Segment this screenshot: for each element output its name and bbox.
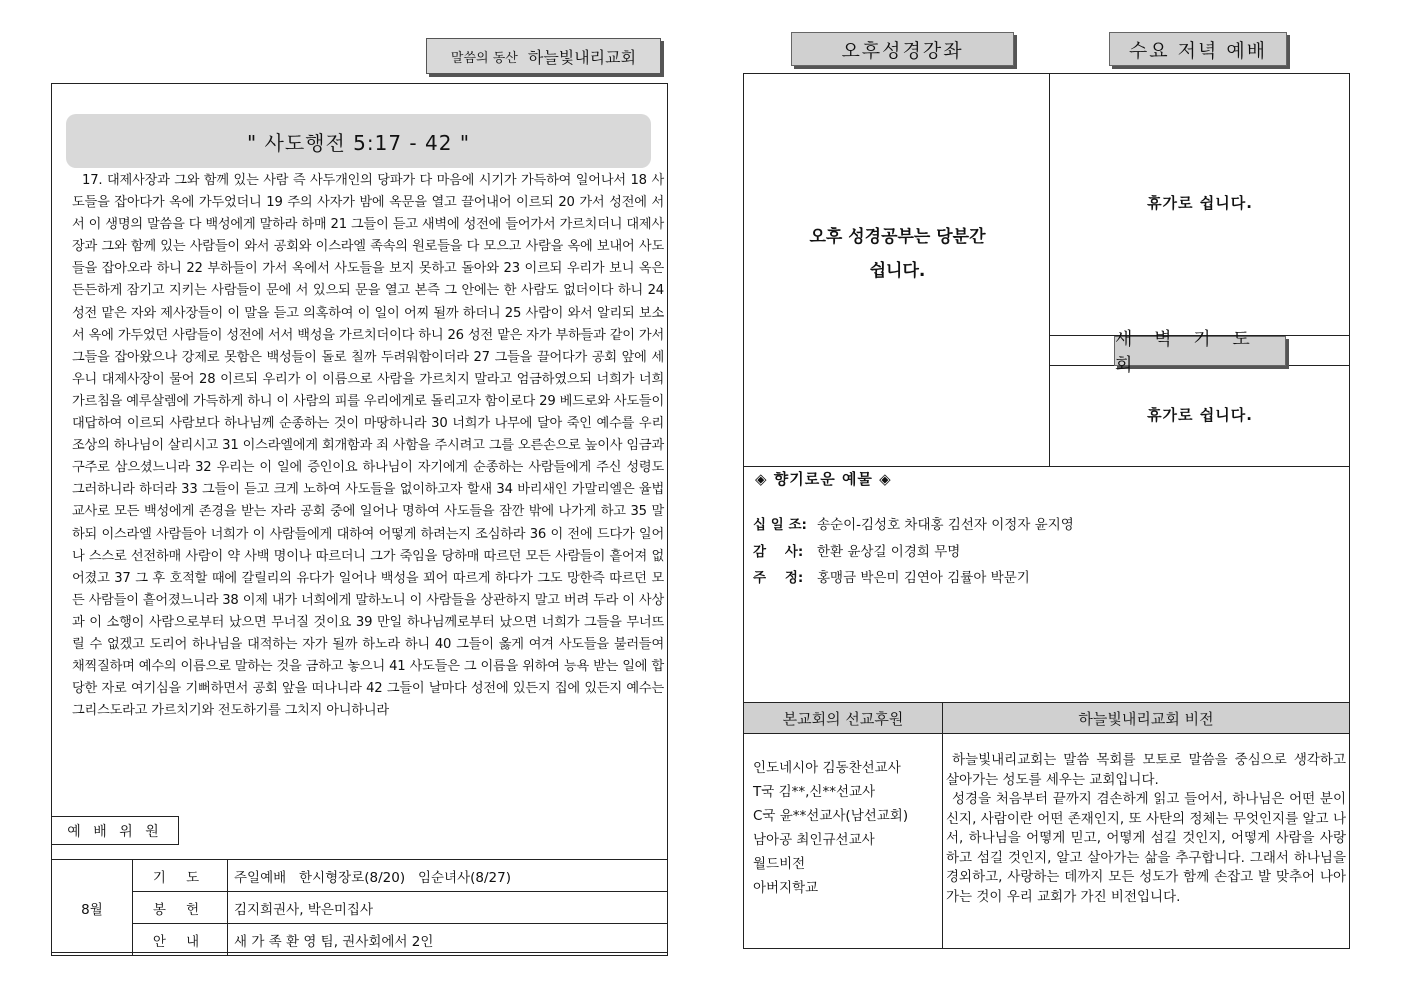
- worship-committee-table: [51, 859, 668, 956]
- list-item: 월드비전: [753, 856, 806, 872]
- church-name-tag: [426, 38, 661, 74]
- vision-title: 하늘빛내리교회 비전: [943, 702, 1349, 734]
- dawn-prayer-notice: 휴가로 쉽니다.: [1147, 406, 1253, 424]
- table-row: [52, 924, 668, 956]
- list-item: [753, 565, 1074, 592]
- offering-title: ◈ 향기로운 예물 ◈: [755, 470, 892, 488]
- wednesday-notice: 휴가로 쉽니다.: [1147, 194, 1253, 212]
- vision-paragraph: 성경을 처음부터 끝까지 겸손하게 읽고 들어서, 하나님은 어떤 분이신지, 사람이란 어떤 존재인지, 또 사탄의 정체는 무엇인지를 알고 나서, 하나님을 어떻게 믿고, 어떻게 섬길 것인지, 어떻게 사람을 사랑하고 섬길 것인지, 알고 살아가는 삶을 추구합니다. 그래서 하나님을 경외하고, 사랑하는 데까지 모든 성도가 함께 손잡고 발 맞추어 나아가는 것이 우리 교회가 가진 비전입니다.: [946, 791, 1346, 905]
- offering-names: 한환 윤상길 이경희 무명: [817, 543, 961, 560]
- list-item: 남아공 최인규선교사: [753, 832, 875, 848]
- list-item: 아버지학교: [753, 880, 819, 896]
- vision-paragraph: 하늘빛내리교회는 말씀 목회를 모토로 말씀을 중심으로 생각하고 살아가는 성도를 세우는 교회입니다.: [946, 752, 1346, 788]
- list-item: [753, 512, 1074, 539]
- table-row: [52, 892, 668, 924]
- church-name: 하늘빛내리교회: [527, 47, 637, 67]
- mission-title: 본교회의 선교후원: [744, 702, 942, 734]
- list-item: 인도네시아 김동찬선교사: [753, 760, 901, 776]
- value-cell: 김지희권사, 박은미집사: [228, 892, 668, 924]
- wednesday-service-title: 수요 저녁 예배: [1109, 32, 1287, 66]
- list-item: T국 김**,신**선교사: [753, 784, 876, 800]
- offering-names: 송순이-김성호 차대홍 김선자 이정자 윤지영: [817, 517, 1074, 533]
- mission-list: [753, 756, 908, 900]
- divider: [743, 466, 1350, 467]
- offering-label: 십 일 조:: [753, 517, 807, 533]
- notice-line: 쉽니다.: [869, 261, 926, 281]
- value-cell: 새 가 족 환 영 팀, 권사회에서 2인: [228, 924, 668, 956]
- worship-committee-label: 예 배 위 원: [51, 816, 179, 845]
- church-motto: 말씀의 동산: [450, 50, 518, 66]
- divider: [942, 702, 943, 949]
- month-cell: 8월: [52, 860, 133, 956]
- value-cell: 주일예배 한시형장로(8/20) 임순녀사(8/27): [228, 860, 668, 892]
- vision-text: [946, 751, 1346, 907]
- role-cell: 봉 헌: [133, 892, 228, 924]
- dawn-prayer-title: 새 벽 기 도 회: [1114, 336, 1286, 366]
- role-cell: 기 도: [133, 860, 228, 892]
- offering-label: 주 정:: [753, 570, 804, 586]
- offering-list: [753, 512, 1074, 592]
- sermon-title: " 사도행전 5:17 - 42 ": [66, 114, 651, 168]
- list-item: [753, 539, 1074, 566]
- role-cell: 안 내: [133, 924, 228, 956]
- table-row: [52, 860, 668, 892]
- afternoon-bible-title: 오후성경강좌: [791, 32, 1014, 66]
- afternoon-bible-notice: [760, 220, 1035, 288]
- list-item: C국 윤**선교사(남선교회): [753, 808, 909, 824]
- scripture-text: 17. 대제사장과 그와 함께 있는 사람 즉 사두개인의 당파가 다 마음에 시기가 가득하여 일어나서 18 사도들을 잡아다가 옥에 가두었더니 19 주의 사자가 밤에 옥문을 열고 끌어내어 이르되 20 가서 성전에 서서 이 생명의 말씀을 다 백성에게 말하라 하매 21 그들이 듣고 새벽에 성전에 들어가서 가르치더니 대제사장과 그와 함께 있는 사람들이 와서 공회와 이스라엘 족속의 원로들을 다 모으고 사람을 옥에 보내어 사도들을 잡아오라 하니 22 부하들이 가서 옥에서 사도들을 보지 못하고 돌아와 23 이르되 우리가 보니 옥은 든든하게 잠기고 지키는 사람들이 문에 서 있으되 문을 열고 본즉 그 안에는 한 사람도 없더이다 하니 24 성전 맡은 자와 제사장들이 이 말을 듣고 의혹하여 이 일이 어찌 될까 하더니 25 사람이 와서 알리되 보소서 옥에 가두었던 사람들이 성전에 서서 백성을 가르치더이다 하니 26 성전 맡은 자가 부하들과 같이 가서 그들을 잡아왔으나 강제로 못함은 백성들이 돌로 칠까 두려워함이더라 27 그들을 끌어다가 공회 앞에 세우니 대제사장이 물어 28 이르되 우리가 이 이름으로 사람을 가르치지 말라고 엄금하였으되 너희가 너희 가르침을 예루살렘에 가득하게 하니 이 사람의 피를 우리에게로 돌리고자 함이로다 29 베드로와 사도들이 대답하여 이르되 사람보다 하나님께 순종하는 것이 마땅하니라 30 너희가 나무에 달아 죽인 예수를 우리 조상의 하나님이 살리시고 31 이스라엘에게 회개함과 죄 사함을 주시려고 그를 오른손으로 높이사 임금과 구주로 삼으셨느니라 32 우리는 이 일에 증인이요 하나님이 자기에게 순종하는 사람들에게 주신 성령도 그러하니라 하더라 33 그들이 듣고 크게 노하여 사도들을 없이하고자 할새 34 바리새인 가말리엘은 율법교사로 모든 백성에게 존경을 받는 자라 공회 중에 일어나 명하여 사도들을 잠깐 밖에 나가게 하고 35 말하되 이스라엘 사람들아 너희가 이 사람들에게 대하여 어떻게 하려는지 조심하라 36 이 전에 드다가 일어나 스스로 선전하매 사람이 약 사백 명이나 따르더니 그가 죽임을 당하매 따르던 모든 사람들이 흩어져 없어졌고 37 그 후 호적할 때에 갈릴리의 유다가 일어나 백성을 꾀어 따르게 하다가 그도 망한즉 따르던 모든 사람들이 흩어졌느니라 38 이제 내가 너희에게 말하노니 이 사람들을 상관하지 말고 버려 두라 이 사상과 이 소행이 사람으로부터 났으면 무너질 것이요 39 만일 하나님께로부터 났으면 너희가 그들을 무너뜨릴 수 없겠고 도리어 하나님을 대적하는 자가 될까 하노라 하니 40 그들이 옳게 여겨 사도들을 불러들여 채찍질하며 예수의 이름으로 말하는 것을 금하고 놓으니 41 사도들은 그 이름을 위하여 능욕 받는 일에 합당한 자로 여기심을 기뻐하면서 공회 앞을 떠나니라 42 그들이 날마다 성전에 있든지 집에 있든지 예수는 그리스도라고 가르치기와 전도하기를 그치지 아니하니라: [72, 173, 664, 719]
- offering-label: 감 사:: [753, 543, 804, 560]
- offering-names: 홍맹금 박은미 김연아 김률아 박문기: [817, 570, 1030, 586]
- notice-line: 오후 성경공부는 당분간: [809, 227, 986, 247]
